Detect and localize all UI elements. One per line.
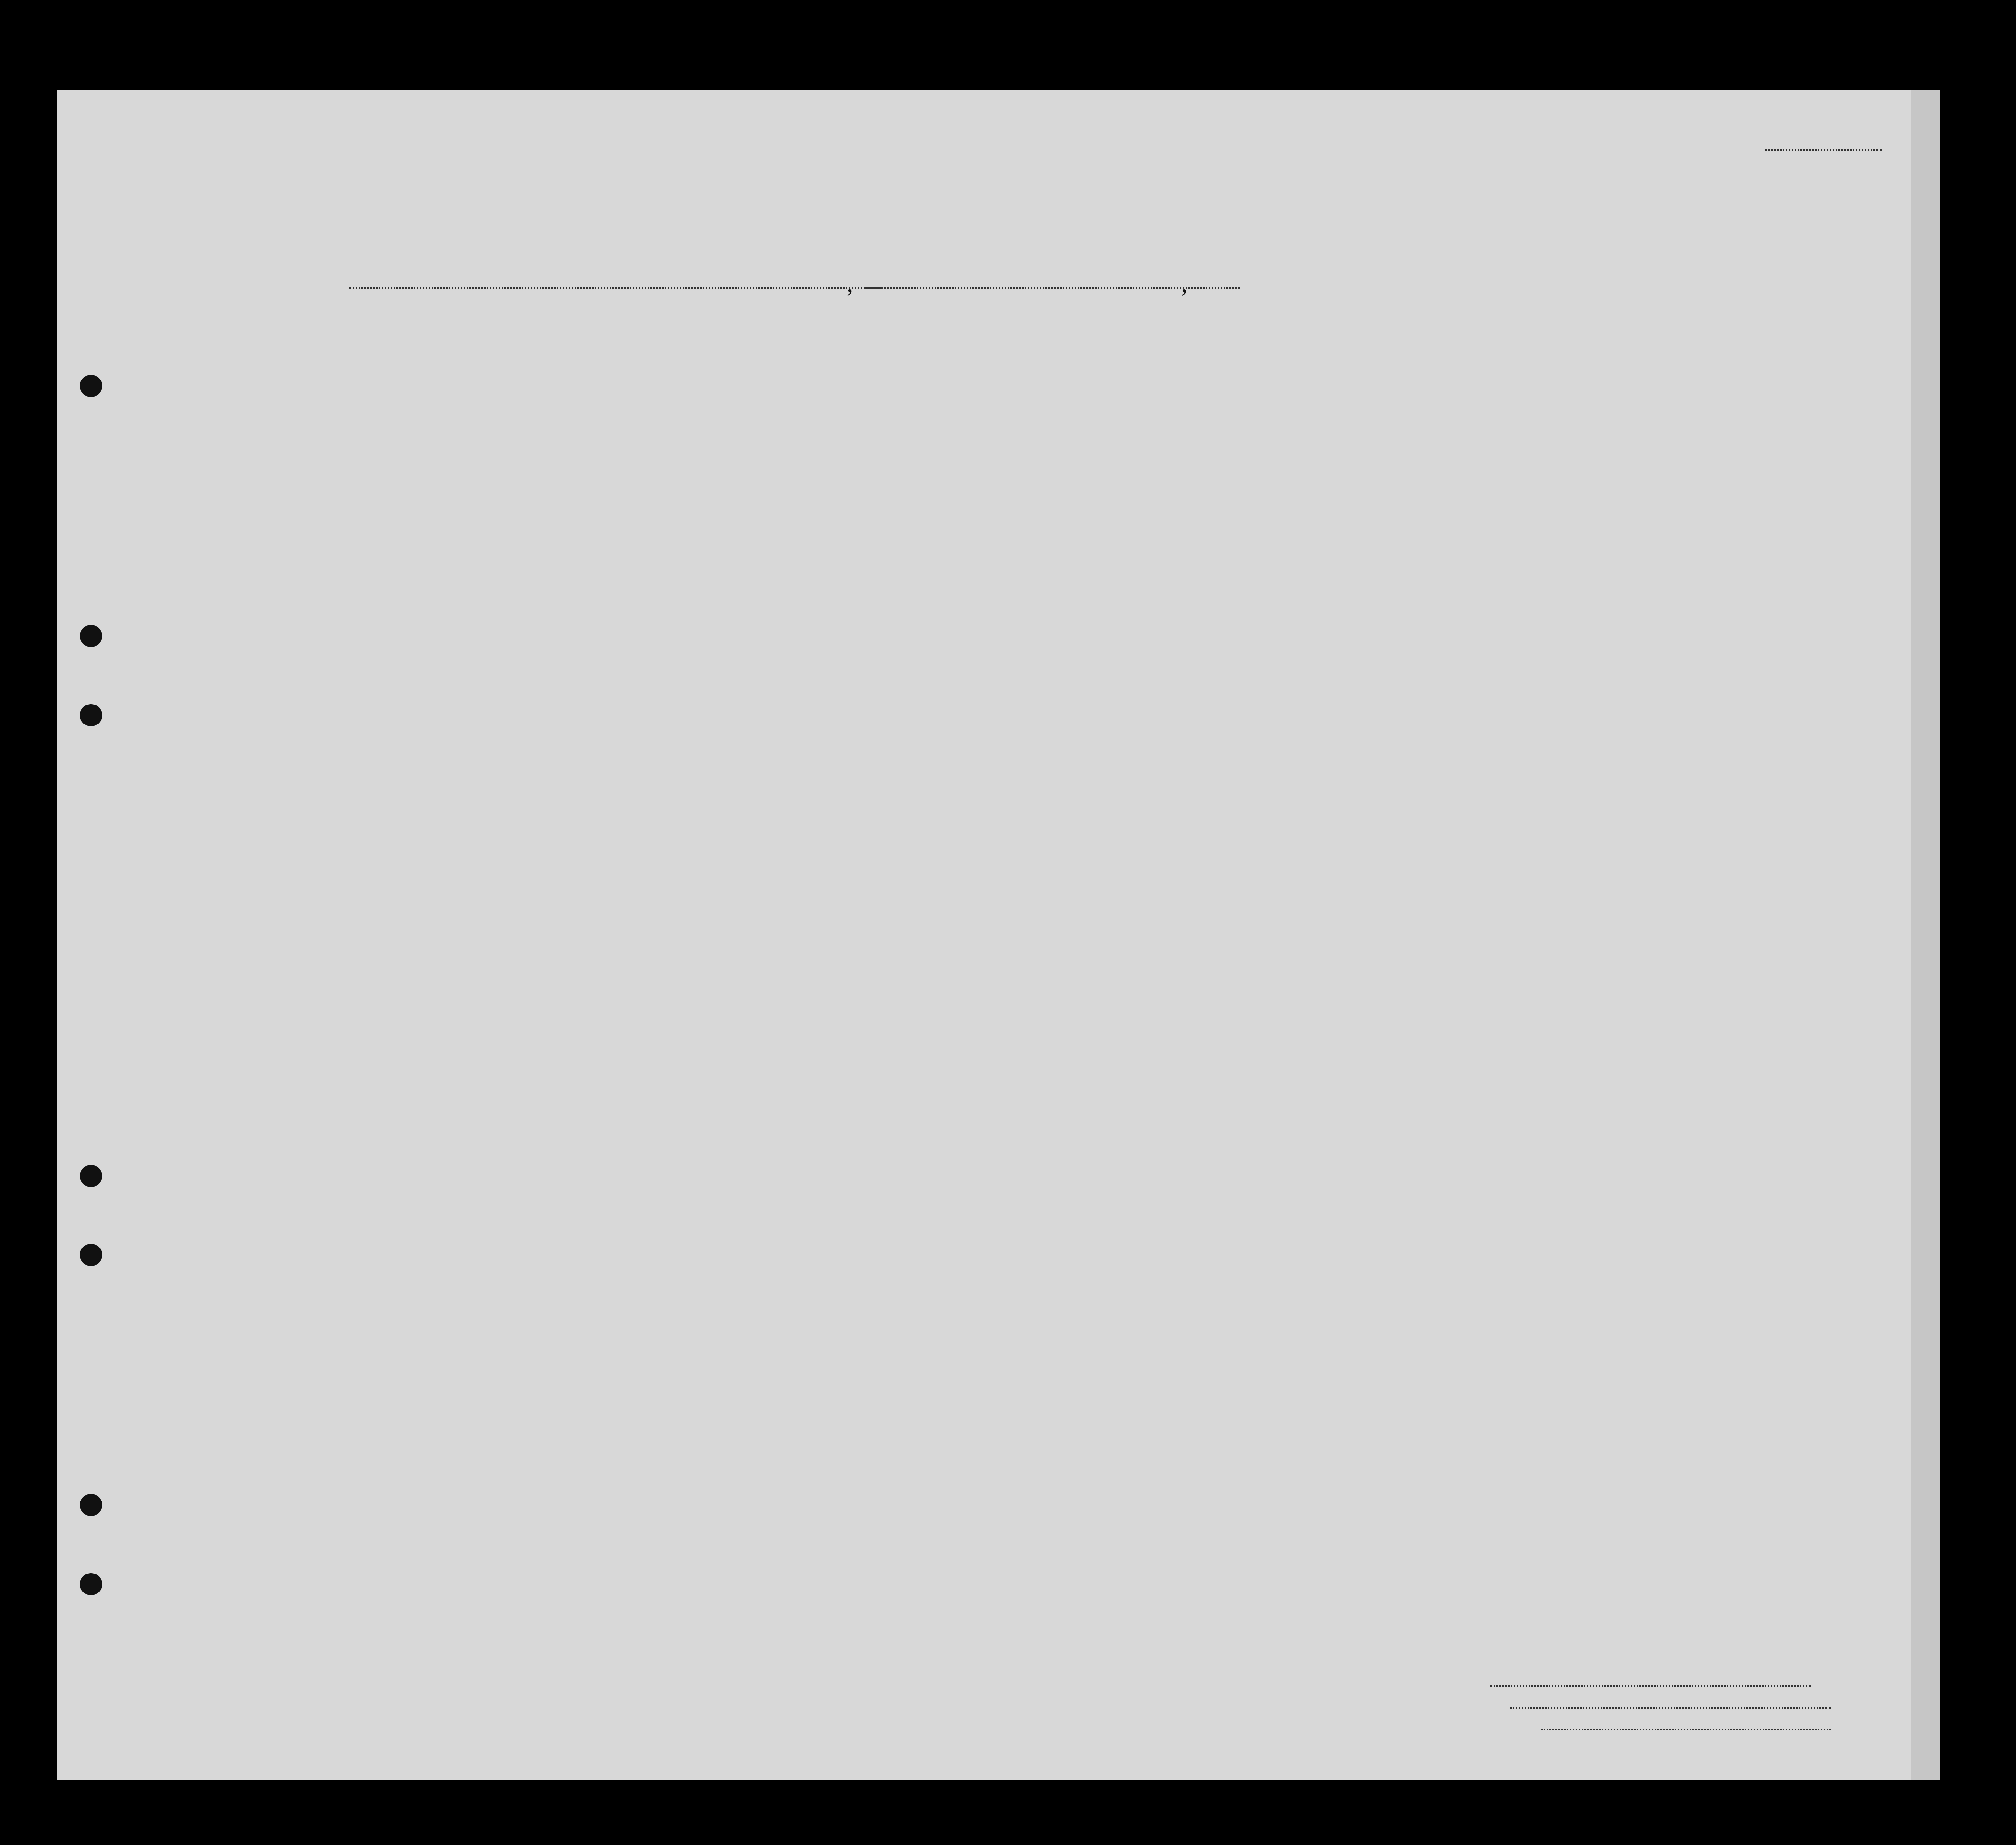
punch-hole xyxy=(80,1494,102,1516)
header-col28 xyxy=(1420,362,1463,557)
header-col24-return xyxy=(1218,377,1237,557)
header-col30 xyxy=(1508,362,1528,557)
header-col31 xyxy=(1534,362,1554,557)
punch-hole xyxy=(80,1165,102,1187)
punch-hole xyxy=(80,1573,102,1595)
punch-hole xyxy=(80,375,102,397)
header-col24-citizen xyxy=(1300,377,1320,557)
manifest-sheet: , , xyxy=(57,90,1940,1780)
punch-hole xyxy=(80,704,102,726)
header-col34-inches xyxy=(1703,401,1717,547)
header-col34-feet xyxy=(1676,401,1691,547)
header-col21 xyxy=(704,347,728,561)
table-grid xyxy=(57,90,1940,1780)
header-col27 xyxy=(1390,362,1410,557)
punch-hole xyxy=(80,625,102,647)
punch-hole xyxy=(80,1244,102,1266)
header-col24-length xyxy=(1260,377,1279,557)
header-col26 xyxy=(1364,362,1384,557)
header-col29 xyxy=(1471,362,1500,557)
header-col25 xyxy=(1327,377,1351,557)
header-col19 xyxy=(586,347,610,566)
